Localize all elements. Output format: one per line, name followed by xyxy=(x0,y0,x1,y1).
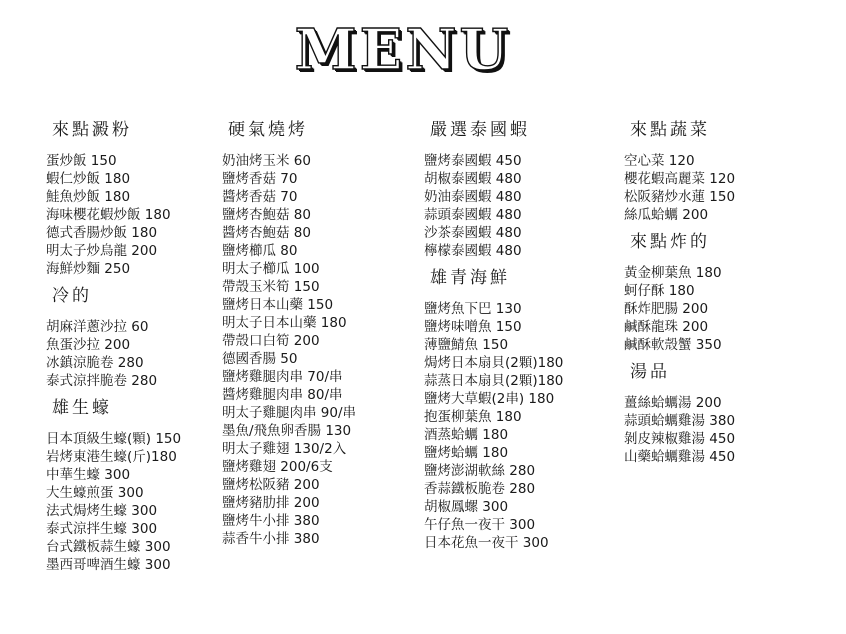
menu-item: 德式香腸炒飯 180 xyxy=(46,225,158,241)
menu-item: 醬烤杏鮑菇 80 xyxy=(222,225,311,241)
menu-item: 德國香腸 50 xyxy=(222,351,298,367)
menu-item: 鮭魚炒飯 180 xyxy=(46,189,131,205)
menu-item: 岩烤東港生蠔(斤)180 xyxy=(46,449,177,465)
section-title: 來點蔬菜 xyxy=(630,120,710,140)
menu-item: 奶油泰國蝦 480 xyxy=(424,189,522,205)
menu-item: 薄鹽鯖魚 150 xyxy=(424,337,509,353)
menu-section xyxy=(624,230,735,354)
menu-item-list xyxy=(222,152,356,548)
menu-item-list xyxy=(46,430,181,574)
menu-item: 鹽烤牛小排 380 xyxy=(222,513,320,529)
menu-item: 鹽烤澎湖軟絲 280 xyxy=(424,463,536,479)
section-title: 來點澱粉 xyxy=(52,120,132,140)
menu-item: 鹽烤杏鮑菇 80 xyxy=(222,207,311,223)
menu-item-list xyxy=(624,152,735,224)
menu-item: 鹹酥軟殼蟹 350 xyxy=(624,337,722,353)
menu-item: 鹽烤香菇 70 xyxy=(222,171,298,187)
menu-item: 鹽烤泰國蝦 450 xyxy=(424,153,522,169)
menu-item: 酒蒸蛤蠣 180 xyxy=(424,427,509,443)
menu-item: 櫻花蝦高麗菜 120 xyxy=(624,171,736,187)
menu-item: 黃金柳葉魚 180 xyxy=(624,265,722,281)
menu-item: 松阪豬炒水蓮 150 xyxy=(624,189,736,205)
menu-column xyxy=(222,118,356,548)
section-title: 硬氣燒烤 xyxy=(228,120,308,140)
menu-column xyxy=(46,118,181,574)
menu-section xyxy=(222,118,356,548)
menu-item: 薑絲蛤蠣湯 200 xyxy=(624,395,722,411)
menu-item: 醬烤香菇 70 xyxy=(222,189,298,205)
menu-item: 法式焗烤生蠔 300 xyxy=(46,503,158,519)
menu-item: 海鮮炒麵 250 xyxy=(46,261,131,277)
menu-section xyxy=(424,118,563,260)
menu-item: 鹽烤大草蝦(2串) 180 xyxy=(424,391,555,407)
menu-item: 胡椒鳳螺 300 xyxy=(424,499,509,515)
section-title: 冷的 xyxy=(52,286,92,306)
menu-item: 泰式涼拌脆卷 280 xyxy=(46,373,158,389)
menu-item: 抱蛋柳葉魚 180 xyxy=(424,409,522,425)
menu-item: 蒜頭蛤蠣雞湯 380 xyxy=(624,413,736,429)
menu-item: 海味櫻花蝦炒飯 180 xyxy=(46,207,171,223)
menu-item: 蝦仁炒飯 180 xyxy=(46,171,131,187)
menu-item: 日本花魚一夜干 300 xyxy=(424,535,549,551)
menu-item: 絲瓜蛤蠣 200 xyxy=(624,207,709,223)
menu-item: 胡椒泰國蝦 480 xyxy=(424,171,522,187)
menu-item: 胡麻洋蔥沙拉 60 xyxy=(46,319,149,335)
menu-item: 沙茶泰國蝦 480 xyxy=(424,225,522,241)
menu-item: 魚蛋沙拉 200 xyxy=(46,337,131,353)
menu-item-list xyxy=(46,152,181,278)
menu-section xyxy=(624,360,735,466)
section-title: 雄生蠔 xyxy=(52,398,112,418)
menu-item: 墨魚/飛魚卵香腸 130 xyxy=(222,423,352,439)
menu-section xyxy=(46,284,181,390)
menu-item: 明太子雞翅 130/2入 xyxy=(222,441,347,457)
menu-item: 鹽烤日本山藥 150 xyxy=(222,297,334,313)
menu-item: 檸檬泰國蝦 480 xyxy=(424,243,522,259)
menu-item: 鹽烤豬肋排 200 xyxy=(222,495,320,511)
menu-item: 酥炸肥腸 200 xyxy=(624,301,709,317)
menu-item: 中華生蠔 300 xyxy=(46,467,131,483)
section-title: 嚴選泰國蝦 xyxy=(430,120,530,140)
menu-item: 泰式涼拌生蠔 300 xyxy=(46,521,158,537)
menu-item: 明太子櫛瓜 100 xyxy=(222,261,320,277)
menu-item: 帶殼玉米筍 150 xyxy=(222,279,320,295)
menu-item: 明太子雞腿肉串 90/串 xyxy=(222,405,357,421)
menu-item: 鹽烤櫛瓜 80 xyxy=(222,243,298,259)
menu-item: 鹽烤松阪豬 200 xyxy=(222,477,320,493)
menu-item: 鹹酥龍珠 200 xyxy=(624,319,709,335)
menu-item: 蒜香牛小排 380 xyxy=(222,531,320,547)
menu-item-list xyxy=(424,300,563,552)
menu-item: 空心菜 120 xyxy=(624,153,695,169)
menu-item: 山藥蛤蠣雞湯 450 xyxy=(624,449,736,465)
menu-item: 日本頂級生蠔(顆) 150 xyxy=(46,431,182,447)
menu-title: MENU xyxy=(294,17,512,83)
menu-item-list xyxy=(624,264,735,354)
menu-column xyxy=(624,118,735,466)
menu-section xyxy=(46,118,181,278)
section-title: 湯品 xyxy=(630,362,670,382)
menu-section xyxy=(624,118,735,224)
menu-item: 鹽烤雞腿肉串 70/串 xyxy=(222,369,343,385)
menu-item-list xyxy=(624,394,735,466)
menu-section xyxy=(424,266,563,552)
menu-item: 冰鎮涼脆卷 280 xyxy=(46,355,144,371)
menu-column xyxy=(424,118,563,552)
menu-item: 墨西哥啤酒生蠔 300 xyxy=(46,557,171,573)
menu-item: 蒜頭泰國蝦 480 xyxy=(424,207,522,223)
menu-item: 明太子日本山藥 180 xyxy=(222,315,347,331)
menu-item-list xyxy=(46,318,181,390)
menu-item: 鹽烤蛤蠣 180 xyxy=(424,445,509,461)
menu-item: 香蒜鐵板脆卷 280 xyxy=(424,481,536,497)
menu-item: 台式鐵板蒜生蠔 300 xyxy=(46,539,171,555)
menu-item: 大生蠔煎蛋 300 xyxy=(46,485,144,501)
menu-item: 鹽烤魚下巴 130 xyxy=(424,301,522,317)
menu-item: 帶殼口白筍 200 xyxy=(222,333,320,349)
menu-item: 午仔魚一夜干 300 xyxy=(424,517,536,533)
menu-item: 奶油烤玉米 60 xyxy=(222,153,311,169)
menu-item-list xyxy=(424,152,563,260)
menu-item: 鹽烤雞翅 200/6支 xyxy=(222,459,333,475)
section-title: 來點炸的 xyxy=(630,232,710,252)
section-title: 雄青海鮮 xyxy=(430,268,510,288)
menu-item: 蒜蒸日本扇貝(2顆)180 xyxy=(424,373,564,389)
menu-item: 鹽烤味噌魚 150 xyxy=(424,319,522,335)
menu-section xyxy=(46,396,181,574)
menu-item: 明太子炒烏龍 200 xyxy=(46,243,158,259)
menu-item: 焗烤日本扇貝(2顆)180 xyxy=(424,355,564,371)
menu-item: 蛋炒飯 150 xyxy=(46,153,117,169)
menu-item: 剝皮辣椒雞湯 450 xyxy=(624,431,736,447)
menu-item: 蚵仔酥 180 xyxy=(624,283,695,299)
menu-item: 醬烤雞腿肉串 80/串 xyxy=(222,387,343,403)
